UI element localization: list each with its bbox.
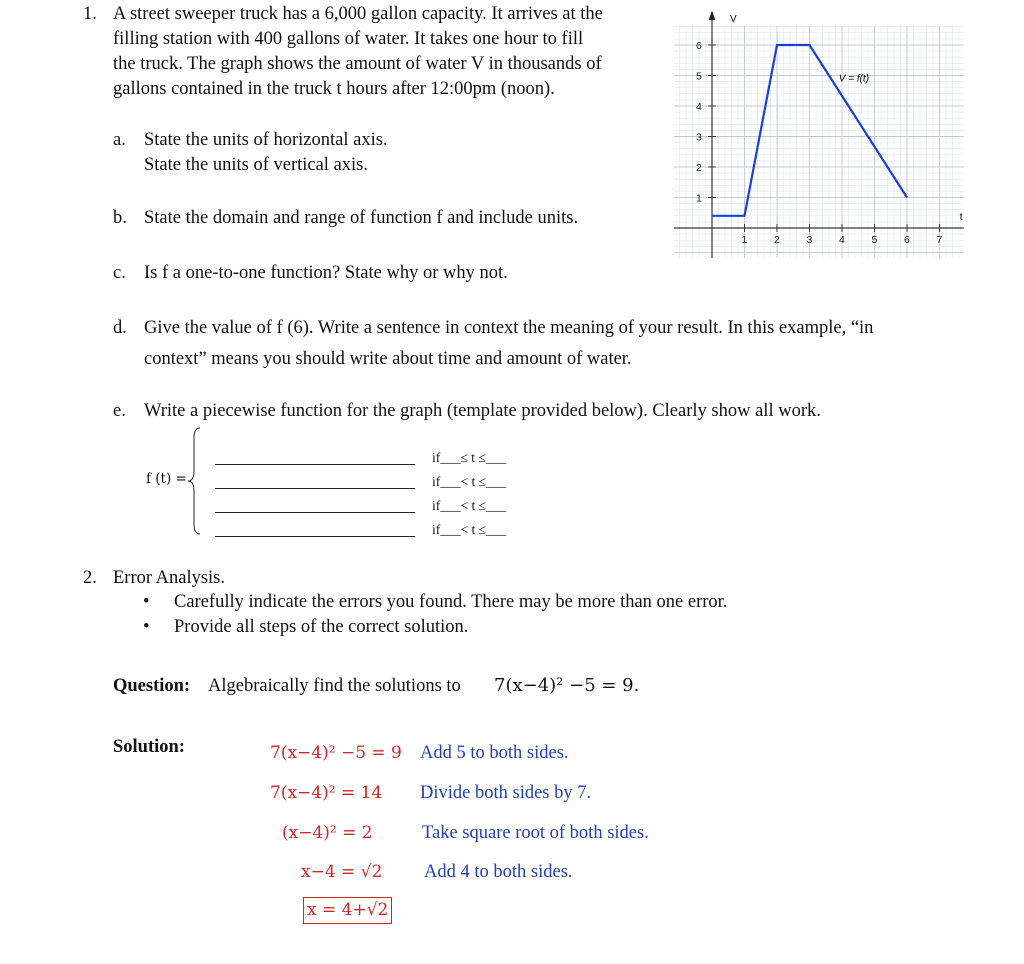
x-tick-label: 6 — [904, 234, 910, 246]
q1c-letter: c. — [113, 263, 126, 283]
step-1-note: Add 5 to both sides. — [420, 743, 569, 763]
x-tick-label: 4 — [839, 234, 845, 246]
y-tick-label: 2 — [696, 162, 702, 174]
y-tick-label: 4 — [696, 101, 702, 113]
y-tick-label: 5 — [696, 70, 702, 83]
q1-intro-line-4: gallons contained in the truck t hours after 12:00pm (noon). — [113, 79, 555, 99]
bullet-2-text: Provide all steps of the correct solution. — [174, 617, 469, 637]
q1e-text: Write a piecewise function for the graph (template provided below). Clearly show all work. — [144, 401, 821, 421]
solution-label: Solution: — [113, 737, 185, 757]
q1a-line-1: State the units of horizontal axis. — [144, 130, 388, 150]
piecewise-brace — [186, 426, 206, 536]
y-axis-label: V — [730, 14, 737, 25]
q1c-text: Is f a one-to-one function? State why or why not. — [144, 263, 508, 283]
piece-condition-1: if___≤ t ≤___ — [432, 450, 507, 465]
q1a-letter: a. — [113, 130, 126, 150]
x-tick-label: 7 — [936, 234, 943, 246]
water-volume-graph — [672, 0, 972, 262]
piece-condition-2: if___< t ≤___ — [432, 474, 507, 489]
q1-intro-line-2: filling station with 400 gallons of water. It takes one hour to fill — [113, 29, 584, 49]
x-axis-label: t — [959, 212, 963, 223]
step-1-equation: 7(x−4)² −5 = 9 — [270, 743, 402, 763]
question-label: Question: — [113, 676, 191, 696]
piece-blank-2[interactable] — [215, 488, 415, 489]
x-tick-label: 2 — [774, 234, 780, 246]
x-tick-labels — [742, 224, 943, 246]
y-tick-label: 1 — [696, 192, 702, 205]
piecewise-function-label: f (t) = — [146, 471, 187, 487]
piece-condition-4: if___< t ≤___ — [432, 522, 507, 537]
step-3-equation: (x−4)² = 2 — [282, 823, 373, 843]
y-tick-label: 6 — [696, 40, 702, 52]
q1a-line-2: State the units of vertical axis. — [144, 155, 368, 175]
q1b-letter: b. — [113, 208, 127, 228]
q1d-line-2: context” means you should write about time and amount of water. — [144, 349, 632, 369]
piece-blank-4[interactable] — [215, 536, 415, 537]
q1d-letter: d. — [113, 318, 127, 338]
y-tick-label: 3 — [696, 131, 702, 144]
piece-blank-1[interactable] — [215, 464, 415, 465]
step-2-equation: 7(x−4)² = 14 — [270, 783, 383, 803]
final-answer-box: x = 4+√2 — [303, 897, 392, 924]
step-4-note: Add 4 to both sides. — [424, 862, 573, 882]
q2-title: Error Analysis. — [113, 568, 226, 588]
y-axis-arrow — [709, 11, 716, 20]
bullet-1-dot: • — [143, 592, 150, 612]
step-3-note: Take square root of both sides. — [422, 823, 649, 843]
bullet-2-dot: • — [143, 617, 150, 637]
x-tick-label: 5 — [871, 234, 878, 246]
q2-number: 2. — [83, 568, 97, 588]
step-4-equation: x−4 = √2 — [301, 862, 383, 882]
q1d-line-1: Give the value of f (6). Write a sentence in context the meaning of your result. In this example, “in — [144, 318, 874, 338]
question-text: Algebraically find the solutions to — [208, 676, 461, 696]
x-tick-label: 3 — [806, 234, 813, 246]
piece-condition-3: if___< t ≤___ — [432, 498, 507, 513]
q1e-letter: e. — [113, 401, 126, 421]
step-2-note: Divide both sides by 7. — [420, 783, 592, 803]
x-tick-label: 1 — [741, 234, 748, 246]
bullet-1-text: Carefully indicate the errors you found. There may be more than one error. — [174, 592, 728, 612]
q1-intro-line-3: the truck. The graph shows the amount of water V in thousands of — [113, 54, 602, 74]
question-equation: 7(x−4)² −5 = 9. — [494, 675, 640, 696]
piece-blank-3[interactable] — [215, 512, 415, 513]
q1b-text: State the domain and range of function f and include units. — [144, 208, 579, 228]
q1-number: 1. — [83, 4, 97, 24]
q1-intro-line-1: A street sweeper truck has a 6,000 gallon capacity. It arrives at the — [113, 4, 603, 24]
function-label: V = f(t) — [838, 73, 870, 85]
